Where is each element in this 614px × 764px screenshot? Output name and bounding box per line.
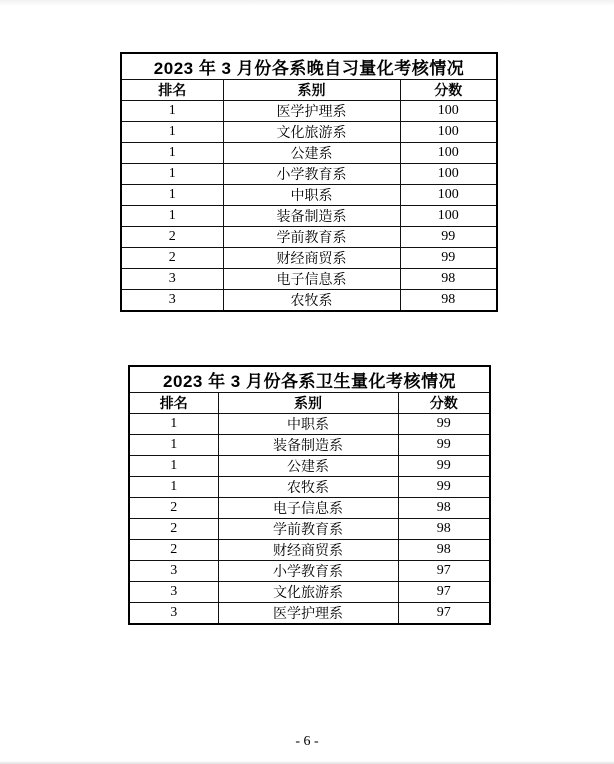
evening-study-score-table bbox=[120, 52, 498, 312]
department-cell: 中职系 bbox=[223, 185, 400, 206]
table-title: 2023 年 3 月份各系卫生量化考核情况 bbox=[129, 366, 490, 393]
table-row bbox=[129, 456, 490, 477]
score-cell: 100 bbox=[400, 164, 497, 185]
department-cell: 中职系 bbox=[218, 414, 398, 435]
table-row bbox=[121, 269, 497, 290]
score-cell: 100 bbox=[400, 185, 497, 206]
table-title-row bbox=[129, 366, 490, 393]
department-cell: 医学护理系 bbox=[218, 603, 398, 625]
department-cell: 农牧系 bbox=[223, 290, 400, 312]
rank-cell: 1 bbox=[129, 477, 218, 498]
department-cell: 公建系 bbox=[223, 143, 400, 164]
department-cell: 财经商贸系 bbox=[218, 540, 398, 561]
table-row bbox=[129, 414, 490, 435]
table-row bbox=[121, 164, 497, 185]
department-cell: 学前教育系 bbox=[218, 519, 398, 540]
score-cell: 99 bbox=[398, 414, 490, 435]
score-cell: 97 bbox=[398, 561, 490, 582]
department-cell: 文化旅游系 bbox=[218, 582, 398, 603]
department-cell: 装备制造系 bbox=[223, 206, 400, 227]
score-cell: 98 bbox=[400, 269, 497, 290]
table-row bbox=[121, 101, 497, 122]
score-cell: 99 bbox=[400, 227, 497, 248]
department-cell: 电子信息系 bbox=[218, 498, 398, 519]
score-cell: 100 bbox=[400, 101, 497, 122]
rank-cell: 1 bbox=[121, 206, 223, 227]
table-title-row bbox=[121, 53, 497, 80]
table-row bbox=[121, 143, 497, 164]
rank-cell: 2 bbox=[121, 227, 223, 248]
department-cell: 财经商贸系 bbox=[223, 248, 400, 269]
table-row bbox=[121, 122, 497, 143]
rank-cell: 1 bbox=[121, 164, 223, 185]
rank-cell: 2 bbox=[129, 498, 218, 519]
table-row bbox=[129, 603, 490, 625]
table-header-row bbox=[129, 393, 490, 414]
score-cell: 97 bbox=[398, 582, 490, 603]
rank-cell: 1 bbox=[129, 414, 218, 435]
table-row bbox=[129, 519, 490, 540]
rank-cell: 3 bbox=[129, 582, 218, 603]
col-header-rank: 排名 bbox=[121, 80, 223, 101]
col-header-department: 系别 bbox=[223, 80, 400, 101]
col-header-score: 分数 bbox=[398, 393, 490, 414]
department-cell: 学前教育系 bbox=[223, 227, 400, 248]
score-cell: 100 bbox=[400, 206, 497, 227]
table-title: 2023 年 3 月份各系晚自习量化考核情况 bbox=[121, 53, 497, 80]
rank-cell: 1 bbox=[121, 143, 223, 164]
department-cell: 装备制造系 bbox=[218, 435, 398, 456]
score-cell: 99 bbox=[398, 477, 490, 498]
col-header-department: 系别 bbox=[218, 393, 398, 414]
department-cell: 电子信息系 bbox=[223, 269, 400, 290]
col-header-score: 分数 bbox=[400, 80, 497, 101]
table-row bbox=[121, 206, 497, 227]
department-cell: 医学护理系 bbox=[223, 101, 400, 122]
rank-cell: 1 bbox=[121, 185, 223, 206]
department-cell: 公建系 bbox=[218, 456, 398, 477]
department-cell: 文化旅游系 bbox=[223, 122, 400, 143]
table-header-row bbox=[121, 80, 497, 101]
rank-cell: 2 bbox=[129, 540, 218, 561]
rank-cell: 3 bbox=[121, 269, 223, 290]
hygiene-score-table bbox=[128, 365, 489, 625]
rank-cell: 2 bbox=[129, 519, 218, 540]
rank-cell: 2 bbox=[121, 248, 223, 269]
col-header-rank: 排名 bbox=[129, 393, 218, 414]
table-row bbox=[129, 582, 490, 603]
score-cell: 99 bbox=[398, 456, 490, 477]
score-cell: 98 bbox=[398, 519, 490, 540]
table-row bbox=[129, 477, 490, 498]
score-cell: 99 bbox=[398, 435, 490, 456]
department-cell: 小学教育系 bbox=[223, 164, 400, 185]
score-cell: 100 bbox=[400, 122, 497, 143]
rank-cell: 1 bbox=[129, 456, 218, 477]
table-row bbox=[121, 248, 497, 269]
rank-cell: 1 bbox=[121, 122, 223, 143]
table-row bbox=[129, 561, 490, 582]
table-row bbox=[121, 227, 497, 248]
rank-cell: 3 bbox=[121, 290, 223, 312]
table-row bbox=[129, 435, 490, 456]
department-cell: 农牧系 bbox=[218, 477, 398, 498]
score-cell: 98 bbox=[398, 540, 490, 561]
rank-cell: 3 bbox=[129, 561, 218, 582]
score-cell: 98 bbox=[398, 498, 490, 519]
rank-cell: 3 bbox=[129, 603, 218, 625]
table bbox=[120, 52, 498, 312]
rank-cell: 1 bbox=[121, 101, 223, 122]
page-top-edge bbox=[0, 0, 614, 6]
table-row bbox=[121, 290, 497, 312]
score-cell: 99 bbox=[400, 248, 497, 269]
score-cell: 98 bbox=[400, 290, 497, 312]
department-cell: 小学教育系 bbox=[218, 561, 398, 582]
page-number: - 6 - bbox=[295, 734, 319, 749]
score-cell: 100 bbox=[400, 143, 497, 164]
table-row bbox=[129, 540, 490, 561]
table bbox=[128, 365, 491, 625]
rank-cell: 1 bbox=[129, 435, 218, 456]
table-row bbox=[129, 498, 490, 519]
table-row bbox=[121, 185, 497, 206]
score-cell: 97 bbox=[398, 603, 490, 625]
